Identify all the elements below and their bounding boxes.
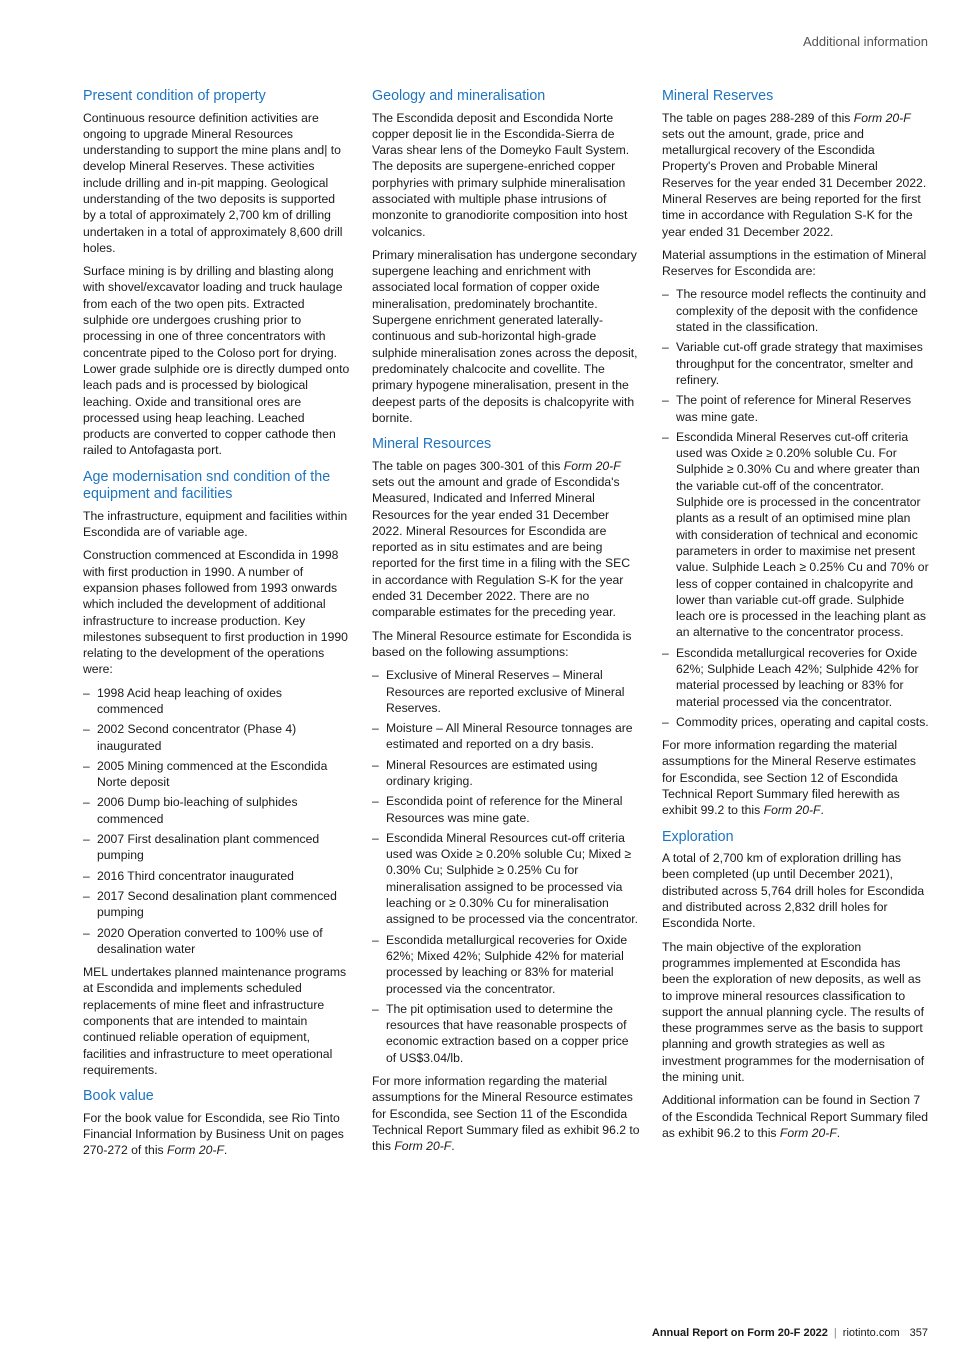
section-header: Additional information [802,34,928,49]
list-item: – Escondida Mineral Resources cut-off criteria used was Oxide ≥ 0.20% soluble Cu; Mixed ≥ 0.30% Cu; Sulphide ≥ 0.25% Cu for mineralisation assigned to be processed via leaching or ≥ 0.30% Cu for mineralisation assigned to be processed via the concentrator. [372,830,640,928]
paragraph: The infrastructure, equipment and facilities within Escondida are of variable age. [83,508,348,540]
list-item: – Escondida point of reference for the Mineral Resources was mine gate. [372,793,640,826]
paragraph: For more information regarding the material assumptions for the Mineral Resource estimates for Escondida, see Section 11 of the Escondida Technical Report Summary filed as exhibit 96.2 to this Form 20-F. [372,1074,640,1154]
list-item: – Mineral Resources are estimated using ordinary kriging. [372,757,640,790]
list-item: – Moisture – All Mineral Resource tonnages are estimated and reported on a dry basis. [372,720,640,753]
page-number: 357 [909,1327,928,1339]
paragraph: Primary mineralisation has undergone secondary supergene leaching and enrichment with associated local formation of copper oxide mineralisation, predominately brochantite. Supergene enrichment generated laterally-continuous and sub-horizontal high-grade sulphide mineralisation zones across the deposit, predominately chalcocite and covellite. The primary hypogene mineralisation, present in the deepest parts of the deposits is chalcopyrite with bornite. [372,247,638,425]
paragraph: Additional information can be found in Section 7 of the Escondida Technical Report Summary filed as exhibit 96.2 to this Form 20-F. [662,1093,929,1140]
section-title-age-modernisation: Age modernisation snd condition of the equipment and facilities [83,468,331,503]
resource-assumptions-list [372,667,640,1066]
paragraph: Material assumptions in the estimation of Mineral Reserves for Escondida are: [662,247,927,279]
list-item: – 2005 Mining commenced at the Escondida Norte deposit [83,758,351,791]
reserve-assumptions-list [662,286,930,730]
site-link[interactable]: riotinto.com [842,1327,900,1339]
paragraph: For the book value for Escondida, see Rio Tinto Financial Information by Business Unit on pages 270-272 of this Form 20-F. [83,1110,344,1158]
paragraph: The main objective of the exploration programmes implemented at Escondida has been the exploration of new deposits, as well as to improve mineral resources classification to support the annual planning cycle. The results of these programmes serve as the basis to support planning and growth strategies as well as investment programmes for the modernisation of the mining unit. [662,939,925,1085]
paragraph: A total of 2,700 km of exploration drilling has been completed (up until December 2021), distributed across 5,764 drill holes for Escondida and distributed across 2,832 drill holes for Escondida Norte. [662,851,925,931]
list-item: – 1998 Acid heap leaching of oxides commenced [83,685,351,718]
list-item: – 2006 Dump bio-leaching of sulphides commenced [83,794,351,827]
section-title-book-value: Book value [83,1088,154,1105]
list-item: – 2016 Third concentrator inaugurated [83,868,351,884]
list-item: – 2007 First desalination plant commenced pumping [83,831,351,864]
list-item: – Escondida Mineral Reserves cut-off criteria used was Oxide ≥ 0.20% soluble Cu. For Sulphide ≥ 0.30% Cu and where greater than the variable cut-off of the concentrator. Sulphide ore is processed in the concentrator plants as a result of an optimised mine plan with consideration of technical and economic parameters in order to maximise net present value. Sulphide Leach ≥ 0.25% Cu and 70% or less of copper contained in chalcopyrite and lower than variable cut-off grade. Sulphide leach ore is processed in the leaching plant as an alternative to the concentrator process. [662,429,930,641]
list-item: – 2002 Second concentrator (Phase 4) inaugurated [83,721,351,754]
section-title-geology: Geology and mineralisation [372,88,546,104]
list-item: – The resource model reflects the continuity and complexity of the deposit with the confidence stated in the classification. [662,286,930,335]
column-middle [372,88,640,1162]
section-title-present-condition: Present condition of property [83,88,266,104]
list-item: – The point of reference for Mineral Reserves was mine gate. [662,392,930,425]
milestones-list [83,685,351,957]
column-right [662,88,930,1148]
paragraph: The Mineral Resource estimate for Escondida is based on the following assumptions: [372,628,632,659]
paragraph: MEL undertakes planned maintenance programs at Escondida and implements scheduled replacements of mine fleet and infrastructure components that are intended to maintain continued reliable operation of equipment, facilities and infrastructure to meet operational requirements. [83,965,347,1077]
paragraph: Surface mining is by drilling and blasting along with shovel/excavator loading and truck haulage from each of the two open pits. Extracted sulphide ore undergoes crushing prior to processing in one of three concentrators with concentrate piped to the Coloso port for drying. Lower grade sulphide ore is directly dumped onto leach pads and is processed by biological leaching. Oxide and transitional ores are processed using heap leaching. Leached products are converted to copper cathode then railed to Antofagasta port. [83,264,350,458]
column-left [83,88,351,1166]
list-item: – Escondida metallurgical recoveries for Oxide 62%; Mixed 42%; Sulphide 42% for material processed by leaching or 83% for material processed via the concentrator. [372,932,640,997]
list-item: – 2020 Operation converted to 100% use of desalination water [83,925,351,958]
list-item: – Variable cut-off grade strategy that maximises throughput for the concentrator, smelter and refinery. [662,339,930,388]
report-title: Annual Report on Form 20-F 2022 [651,1327,828,1339]
list-item: – Exclusive of Mineral Reserves – Mineral Resources are reported exclusive of Mineral Reserves. [372,667,640,716]
section-title-mineral-resources: Mineral Resources [372,436,492,453]
section-title-mineral-reserves: Mineral Reserves [662,88,774,104]
list-item: – Escondida metallurgical recoveries for Oxide 62%; Sulphide Leach 42%; Sulphide 42% for material processed by leaching or 83% for material processed via the concentrator. [662,645,930,710]
paragraph: The table on pages 288-289 of this Form 20-F sets out the amount, grade, price and metallurgical recovery of the Escondida Property's Proven and Probable Mineral Reserves for the year ended 31 December 2022. Mineral Reserves are being reported for the first time in accordance with Regulation S-K for the year ended 31 December 2022. [662,110,927,239]
list-item: – The pit optimisation used to determine the resources that have reasonable prospects of economic extraction based on a copper price of US$3.04/lb. [372,1001,640,1066]
paragraph: For more information regarding the material assumptions for the Mineral Reserve estimates for Escondida, see Section 12 of Escondida Technical Report Summary filed herewith as exhibit 99.2 to this Form 20-F. [662,738,917,818]
paragraph: The table on pages 300-301 of this Form 20-F sets out the amount and grade of Escondida's Measured, Indicated and Inferred Mineral Resources for the year ended 31 December 2022. Mineral Resources for Escondida are reported as in situ estimates and are being reported for the first time in a filing with the SEC in accordance with Regulation S-K for the year ended 31 December 2022. There are no comparable estimates for the preceding year. [372,458,631,620]
paragraph: Construction commenced at Escondida in 1998 with first production in 1990. A number of expansion phases followed from 1993 onwards which included the development of additional infrastructure to increase production. Key milestones subsequent to first production in 1990 relating to the development of the operations were: [83,548,348,677]
paragraph: Continuous resource definition activities are ongoing to upgrade Mineral Resources understanding to support the mine plans and| to develop Mineral Reserves. These activities include drilling and in-pit mapping. Geological understanding of the two deposits is supported by a total of approximately 2,700 km of drilling undertaken in a total of approximately 8,600 drill holes. [83,110,343,255]
paragraph: The Escondida deposit and Escondida Norte copper deposit lie in the Escondida-Sierra de Varas shear lens of the Domeyko Fault System. The deposits are supergene-enriched copper porphyries with primary sulphide mineralisation associated with multiple phase intrusions of monzonite to granodiorite composition into host volcanics. [372,110,630,239]
list-item: – 2017 Second desalination plant commenced pumping [83,888,351,921]
section-title-exploration: Exploration [662,828,734,845]
list-item: – Commodity prices, operating and capital costs. [662,714,930,730]
page-footer: Annual Report on Form 20-F 2022 | riotinto.com 357 [651,1327,928,1339]
